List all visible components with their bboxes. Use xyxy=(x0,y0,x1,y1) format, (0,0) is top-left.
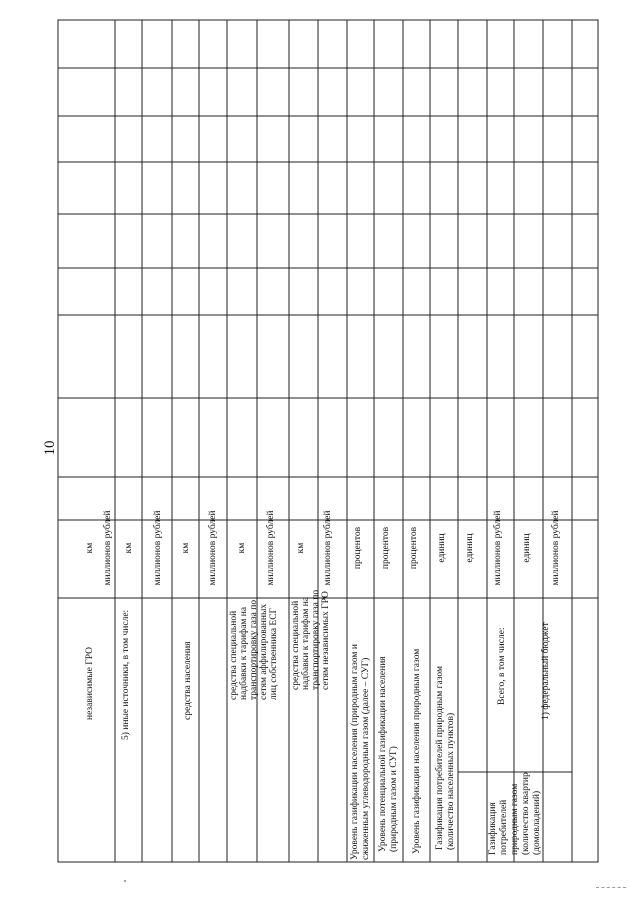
unit-label: единиц xyxy=(437,533,447,563)
unit-label: миллионов рублей xyxy=(208,510,218,586)
scan-speck xyxy=(124,880,126,882)
row-label-federal-budget: 1) федеральный бюджет xyxy=(541,622,551,720)
row-label-surcharge-independent: сетям независимых ГРО xyxy=(321,591,331,690)
row-label-independent-gro: независимые ГРО xyxy=(85,647,95,720)
row-label-apartments-group: (количество квартир xyxy=(521,772,531,855)
row-label-surcharge-affiliated: транспортировку газа по xyxy=(249,599,259,700)
unit-label: км xyxy=(124,542,134,554)
row-label-surcharge-independent: транспортировку газа по xyxy=(311,589,321,690)
page-number: 10 xyxy=(42,440,58,456)
row-label-surcharge-independent: надбавки к тарифам на xyxy=(301,596,311,690)
row-label-natural-gas-level: Уровень газификации населения природным газом xyxy=(412,648,422,854)
row-label-gasification-level: Уровень газификации населения (природным газом и xyxy=(350,644,360,860)
table-grid xyxy=(58,20,598,862)
unit-label: миллионов рублей xyxy=(551,510,561,586)
unit-label: км xyxy=(85,542,95,554)
unit-label: км xyxy=(237,542,247,554)
row-label-apartments-group: (домовладений) xyxy=(532,790,542,855)
unit-label: миллионов рублей xyxy=(493,510,503,586)
unit-label: км xyxy=(296,542,306,554)
row-label-potential-gasification: Уровень потенциальной газификации населения xyxy=(378,656,388,852)
row-label-other-sources: 5) иные источники, в том числе: xyxy=(121,609,131,740)
unit-label: процентов xyxy=(409,526,419,570)
row-label-surcharge-affiliated: сетям аффилированных xyxy=(259,603,269,700)
unit-label: единиц xyxy=(522,533,532,563)
row-label-settlements: Газификация потребителей природным газом xyxy=(435,665,445,850)
row-label-population-funds: средства населения xyxy=(183,641,193,720)
row-label-potential-gasification: (природным газом и СУГ) xyxy=(389,746,399,852)
unit-label: процентов xyxy=(353,526,363,570)
unit-label: миллионов рублей xyxy=(103,510,113,586)
table-frame xyxy=(58,20,598,862)
unit-label: процентов xyxy=(381,526,391,570)
row-label-settlements: (количество населенных пунктов) xyxy=(446,712,456,850)
scan-edge-mark xyxy=(596,887,626,890)
row-label-gasification-level: сжиженным углеводородным газом (далее – СУГ) xyxy=(361,657,371,860)
row-label-surcharge-affiliated: лиц собственника ЕСГ xyxy=(269,607,279,700)
row-label-apartments-group: природным газом xyxy=(510,783,520,855)
table-labels xyxy=(85,511,561,861)
unit-label: единиц xyxy=(465,533,475,563)
row-label-apartments-group: потребителей xyxy=(499,799,509,855)
row-label-surcharge-affiliated: надбавки к тарифам на xyxy=(239,606,249,700)
row-label-apartments-group: Газификация xyxy=(488,802,498,855)
row-label-surcharge-affiliated: средства специальной xyxy=(229,610,239,700)
unit-label: миллионов рублей xyxy=(266,510,276,586)
row-label-surcharge-independent: средства специальной xyxy=(291,600,301,690)
row-label-total: Всего, в том числе: xyxy=(497,627,507,705)
unit-label: миллионов рублей xyxy=(153,510,163,586)
unit-label: км xyxy=(181,542,191,554)
unit-label: миллионов рублей xyxy=(323,510,333,586)
